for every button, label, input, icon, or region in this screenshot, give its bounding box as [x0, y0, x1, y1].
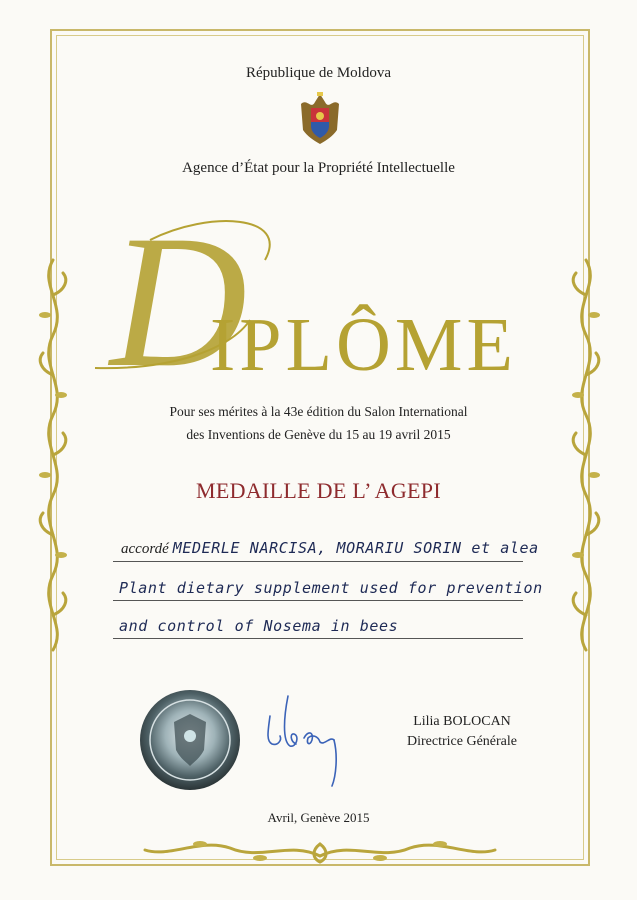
bottom-ornament [140, 836, 500, 866]
agency-heading: Agence d’État pour la Propriété Intellectuelle [182, 160, 455, 176]
invention-text-1: Plant dietary supplement used for prevention [119, 579, 543, 597]
title-initial: D [110, 200, 248, 390]
title-rest: IPLÔME [210, 303, 517, 387]
footer-date-place: Avril, Genève 2015 [267, 810, 370, 825]
recipient-prefix: accordé [121, 541, 169, 557]
diplome-title [90, 200, 560, 390]
right-side-ornament [566, 255, 606, 655]
recipient-line [113, 535, 539, 562]
left-side-ornament [33, 255, 73, 655]
invention-text-2: and control of Nosema in bees [119, 617, 399, 635]
recipient-names: MEDERLE NARCISA, MORARIU SORIN et alea [172, 539, 539, 557]
country-heading: République de Moldova [246, 65, 391, 81]
hologram-seal-icon [138, 688, 242, 792]
moldova-coat-of-arms-icon [297, 90, 343, 148]
merit-line-1: Pour ses mérites à la 43e édition du Salon International [169, 404, 468, 419]
signature-icon [260, 686, 350, 796]
merit-text [0, 400, 637, 446]
signer-name: Lilia BOLOCAN [413, 714, 511, 729]
award-title: MEDAILLE DE L’ AGEPI [196, 478, 441, 503]
invention-line-1 [113, 574, 543, 601]
merit-line-2: des Inventions de Genève du 15 au 19 avril 2015 [186, 427, 451, 442]
signer-block [392, 712, 532, 752]
invention-line-2 [113, 612, 523, 639]
signer-role: Directrice Générale [407, 734, 517, 749]
